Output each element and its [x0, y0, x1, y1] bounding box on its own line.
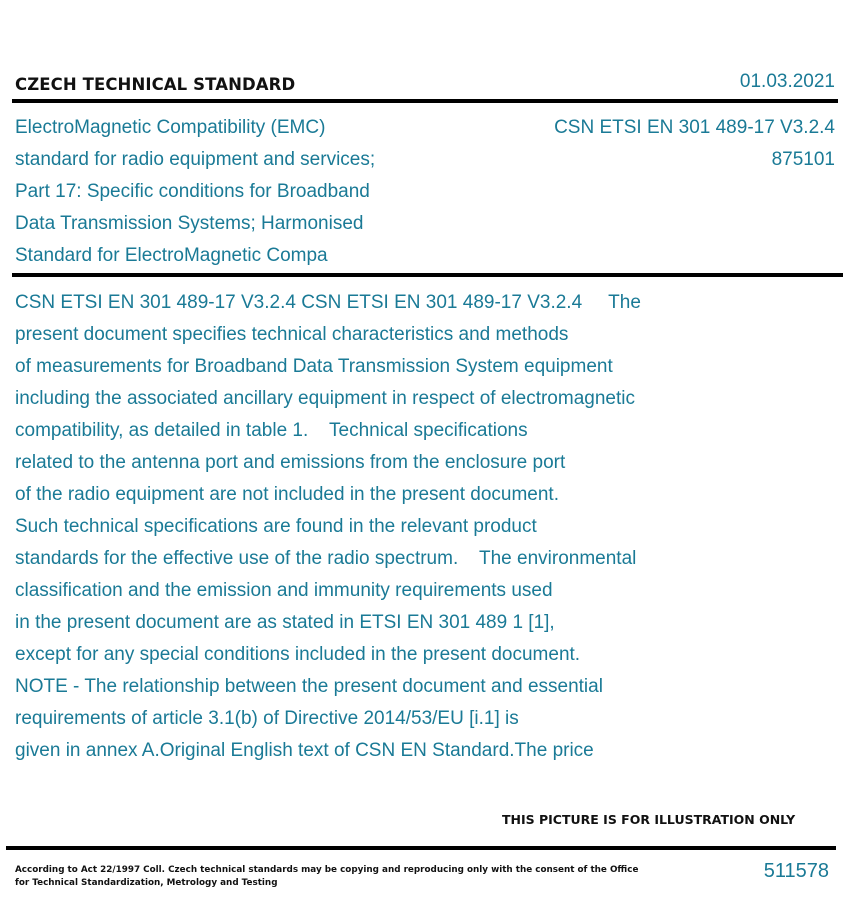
document-code: 511578: [763, 860, 829, 882]
abstract-line: related to the antenna port and emissions from the enclosure port: [15, 452, 566, 473]
standard-identifiers: [554, 112, 835, 176]
abstract-line: present document specifies technical characteristics and methods: [15, 324, 569, 345]
title-line: Standard for ElectroMagnetic Compa: [15, 245, 328, 266]
abstract-line: requirements of article 3.1(b) of Directive 2014/53/EU [i.1] is: [15, 708, 519, 729]
title-line: standard for radio equipment and services;: [15, 149, 376, 170]
abstract-line: given in annex A.Original English text of CSN EN Standard.The price: [15, 740, 594, 761]
abstract-line: compatibility, as detailed in table 1. Technical specifications: [15, 420, 528, 441]
abstract-line: including the associated ancillary equipment in respect of electromagnetic: [15, 388, 635, 409]
title-line: ElectroMagnetic Compatibility (EMC): [15, 117, 326, 138]
illustration-notice: THIS PICTURE IS FOR ILLUSTRATION ONLY: [502, 812, 796, 827]
legal-notice: [15, 864, 639, 890]
abstract-line: Such technical specifications are found in the relevant product: [15, 516, 537, 537]
issue-date: 01.03.2021: [739, 71, 835, 92]
footer-rule: [6, 846, 836, 850]
abstract-line: except for any special conditions included in the present document.: [15, 644, 581, 665]
abstract-line: CSN ETSI EN 301 489-17 V3.2.4 CSN ETSI EN 301 489-17 V3.2.4 The: [15, 292, 641, 313]
class-number: 875101: [771, 149, 835, 170]
abstract-line: in the present document are as stated in ETSI EN 301 489 1 [1],: [15, 612, 555, 633]
abstract-line: of measurements for Broadband Data Transmission System equipment: [15, 356, 613, 377]
title-rule: [12, 273, 843, 277]
standard-designation: CSN ETSI EN 301 489-17 V3.2.4: [554, 117, 835, 138]
title-line: Part 17: Specific conditions for Broadband: [15, 181, 370, 202]
abstract-line: NOTE - The relationship between the present document and essential: [15, 676, 603, 697]
abstract-line: standards for the effective use of the radio spectrum. The environmental: [15, 548, 637, 569]
abstract-line: classification and the emission and immunity requirements used: [15, 580, 553, 601]
legal-line: According to Act 22/1997 Coll. Czech technical standards may be copying and reproducing only with the consent of the Office: [15, 865, 639, 875]
title-line: Data Transmission Systems; Harmonised: [15, 213, 364, 234]
abstract-line: of the radio equipment are not included in the present document.: [15, 484, 559, 505]
legal-line: for Technical Standardization, Metrology and Testing: [15, 878, 278, 888]
standard-title: [15, 112, 465, 272]
header-rule: [12, 99, 838, 103]
abstract-text: [15, 287, 735, 767]
standard-type-label: CZECH TECHNICAL STANDARD: [15, 75, 296, 94]
